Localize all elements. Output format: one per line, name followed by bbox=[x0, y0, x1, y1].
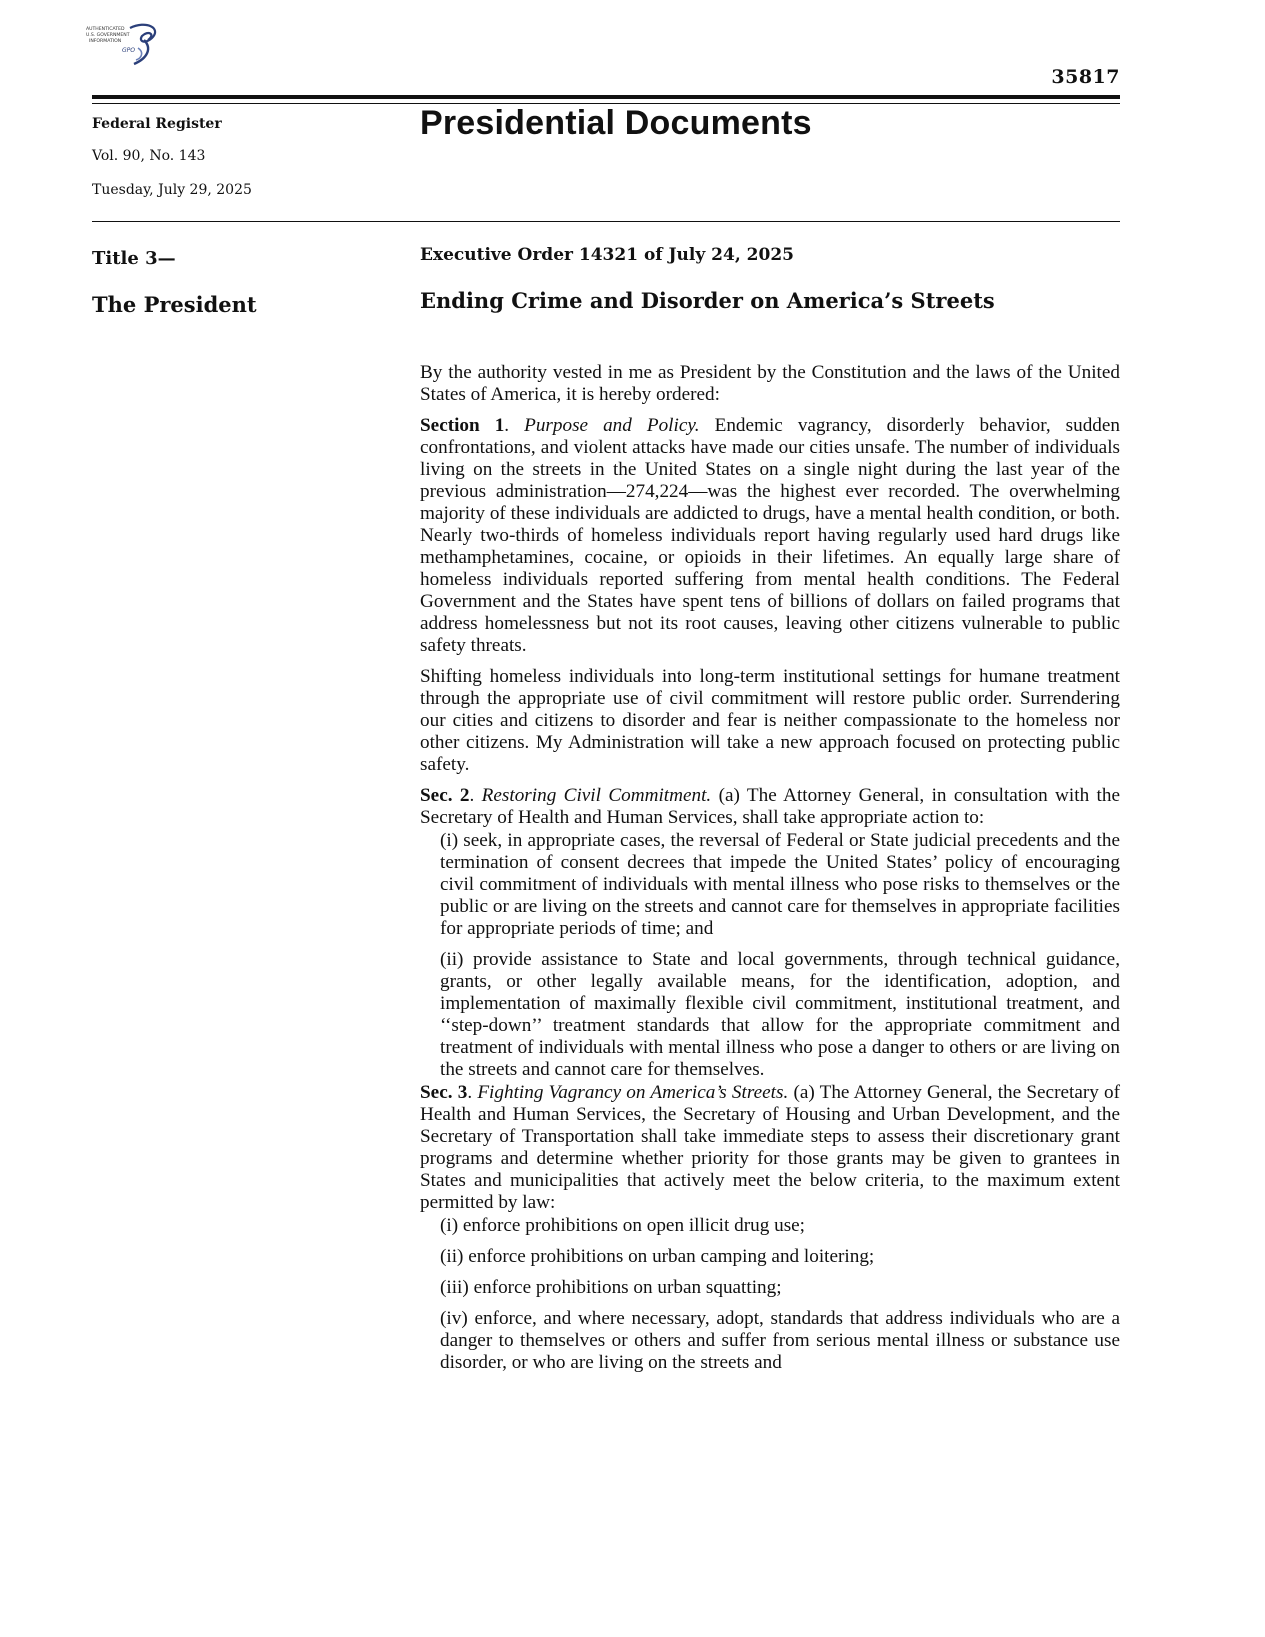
section-3-item-ii: (ii) enforce prohibitions on urban camping and loitering; bbox=[440, 1246, 875, 1267]
publication-date: Tuesday, July 29, 2025 bbox=[92, 182, 252, 198]
section-2-paragraph: Sec. 2. Restoring Civil Commitment. (a) The Attorney General, in consultation with the Secretary of Health and Human Services, shall take appropriate action to: bbox=[420, 785, 1120, 828]
volume-number: Vol. 90, No. 143 bbox=[92, 148, 206, 164]
header-rule-thick bbox=[92, 95, 1120, 99]
publication-name: Federal Register bbox=[92, 116, 222, 132]
section-3-item-i: (i) enforce prohibitions on open illicit drug use; bbox=[440, 1215, 806, 1236]
section-title: Restoring Civil Commitment. bbox=[481, 785, 712, 806]
section-text: (a) The Attorney General, in consultation with the Secretary of Health and Human Services, shall take appropriate action to: bbox=[420, 785, 1120, 828]
svg-text:GPO: GPO bbox=[122, 47, 135, 54]
section-title: Purpose and Policy. bbox=[524, 415, 700, 436]
section-3-item-iii: (iii) enforce prohibitions on urban squatting; bbox=[440, 1277, 782, 1298]
section-3-paragraph: Sec. 3. Fighting Vagrancy on America’s Streets. (a) The Attorney General, the Secretary of Health and Human Services, the Secretary of Housing and Urban Development, and the Secretary of Transportation shall take immediate steps to assess their discretionary grant programs and determine whether priority for those grants may be given to grantees in States and municipalities that actively meet the below criteria, to the maximum extent permitted by law: bbox=[420, 1082, 1121, 1213]
page-number: 35817 bbox=[1051, 66, 1120, 88]
svg-text:U.S. GOVERNMENT: U.S. GOVERNMENT bbox=[86, 33, 130, 38]
section-title: Fighting Vagrancy on America’s Streets. bbox=[477, 1082, 789, 1103]
executive-order-number: Executive Order 14321 of July 24, 2025 bbox=[420, 245, 794, 265]
section-1-paragraph-2: Shifting homeless individuals into long-term institutional settings for humane treatment through the appropriate use of civil commitment will restore public order. Surrendering our cities and citizens to disorder and fear is neither compassionate to the homeless nor other citizens. My Administration will take a new approach focused on protecting public safety. bbox=[420, 666, 1120, 775]
title-number: Title 3— bbox=[92, 248, 176, 269]
intro-paragraph: By the authority vested in me as President by the Constitution and the laws of the United States of America, it is hereby ordered: bbox=[420, 362, 1120, 405]
title-name: The President bbox=[92, 292, 257, 317]
gpo-eagle-icon bbox=[86, 22, 168, 68]
section-2-item-ii: (ii) provide assistance to State and local governments, through technical guidance, grants, or other legally available means, for the identification, adoption, and implementation of maximally flexible civil commitment, institutional treatment, and ‘‘step-down’’ treatment standards that allow for the appropriate commitment and treatment of individuals with mental illness who pose a danger to others or are living on the streets and cannot care for themselves. bbox=[440, 949, 1120, 1080]
svg-text:INFORMATION: INFORMATION bbox=[89, 39, 122, 44]
section-label: Sec. 3 bbox=[420, 1082, 468, 1103]
section-1-paragraph: Section 1. Purpose and Policy. Endemic vagrancy, disorderly behavior, sudden confrontations, and violent attacks have made our cities unsafe. The number of individuals living on the streets in the United States on a single night during the last year of the previous administration—274,224—was the highest ever recorded. The overwhelming majority of these individuals are addicted to drugs, have a mental health condition, or both. Nearly two-thirds of homeless individuals report having regularly used hard drugs like methamphetamines, cocaine, or opioids in their lifetimes. An equally large share of homeless individuals reported suffering from mental health conditions. The Federal Government and the States have spent tens of billions of dollars on failed programs that address homelessness but not its root causes, leaving other citizens vulnerable to public safety threats. bbox=[420, 415, 1121, 656]
section-3-item-iv: (iv) enforce, and where necessary, adopt, standards that address individuals who are a danger to themselves or others and suffer from serious mental illness or substance use disorder, or who are living on the streets and bbox=[440, 1308, 1120, 1373]
section-text: Endemic vagrancy, disorderly behavior, sudden confrontations, and violent attacks have made our cities unsafe. The number of individuals living on the streets in the United States on a single night during the last year of the previous administration—274,224—was the highest ever recorded. The overwhelming majority of these individuals are addicted to drugs, have a mental health condition, or both. Nearly two-thirds of homeless individuals report having regularly used hard drugs like methamphetamines, cocaine, or opioids in their lifetimes. An equally large share of homeless individuals reported suffering from mental health conditions. The Federal Government and the States have spent tens of billions of dollars on failed programs that address homelessness but not its root causes, leaving other citizens vulnerable to public safety threats. bbox=[420, 415, 1121, 656]
page-heading: Presidential Documents bbox=[420, 104, 812, 142]
section-divider bbox=[92, 221, 1120, 222]
order-body bbox=[420, 362, 1120, 1383]
executive-order-title: Ending Crime and Disorder on America’s Streets bbox=[420, 288, 995, 313]
section-2-item-i: (i) seek, in appropriate cases, the reversal of Federal or State judicial precedents and the termination of consent decrees that impede the United States’ policy of encouraging civil commitment of individuals with mental illness who pose risks to themselves or the public or are living on the streets and cannot care for themselves in appropriate facilities for appropriate periods of time; and bbox=[440, 830, 1120, 939]
section-text: (a) The Attorney General, the Secretary of Health and Human Services, the Secretary of Housing and Urban Development, and the Secretary of Transportation shall take immediate steps to assess their discretionary grant programs and determine whether priority for those grants may be given to grantees in States and municipalities that actively meet the below criteria, to the maximum extent permitted by law: bbox=[420, 1082, 1121, 1213]
section-label: Sec. 2 bbox=[420, 785, 470, 806]
section-label: Section 1 bbox=[420, 415, 505, 436]
svg-text:AUTHENTICATED: AUTHENTICATED bbox=[86, 27, 125, 32]
gpo-authenticated-seal bbox=[86, 22, 168, 68]
